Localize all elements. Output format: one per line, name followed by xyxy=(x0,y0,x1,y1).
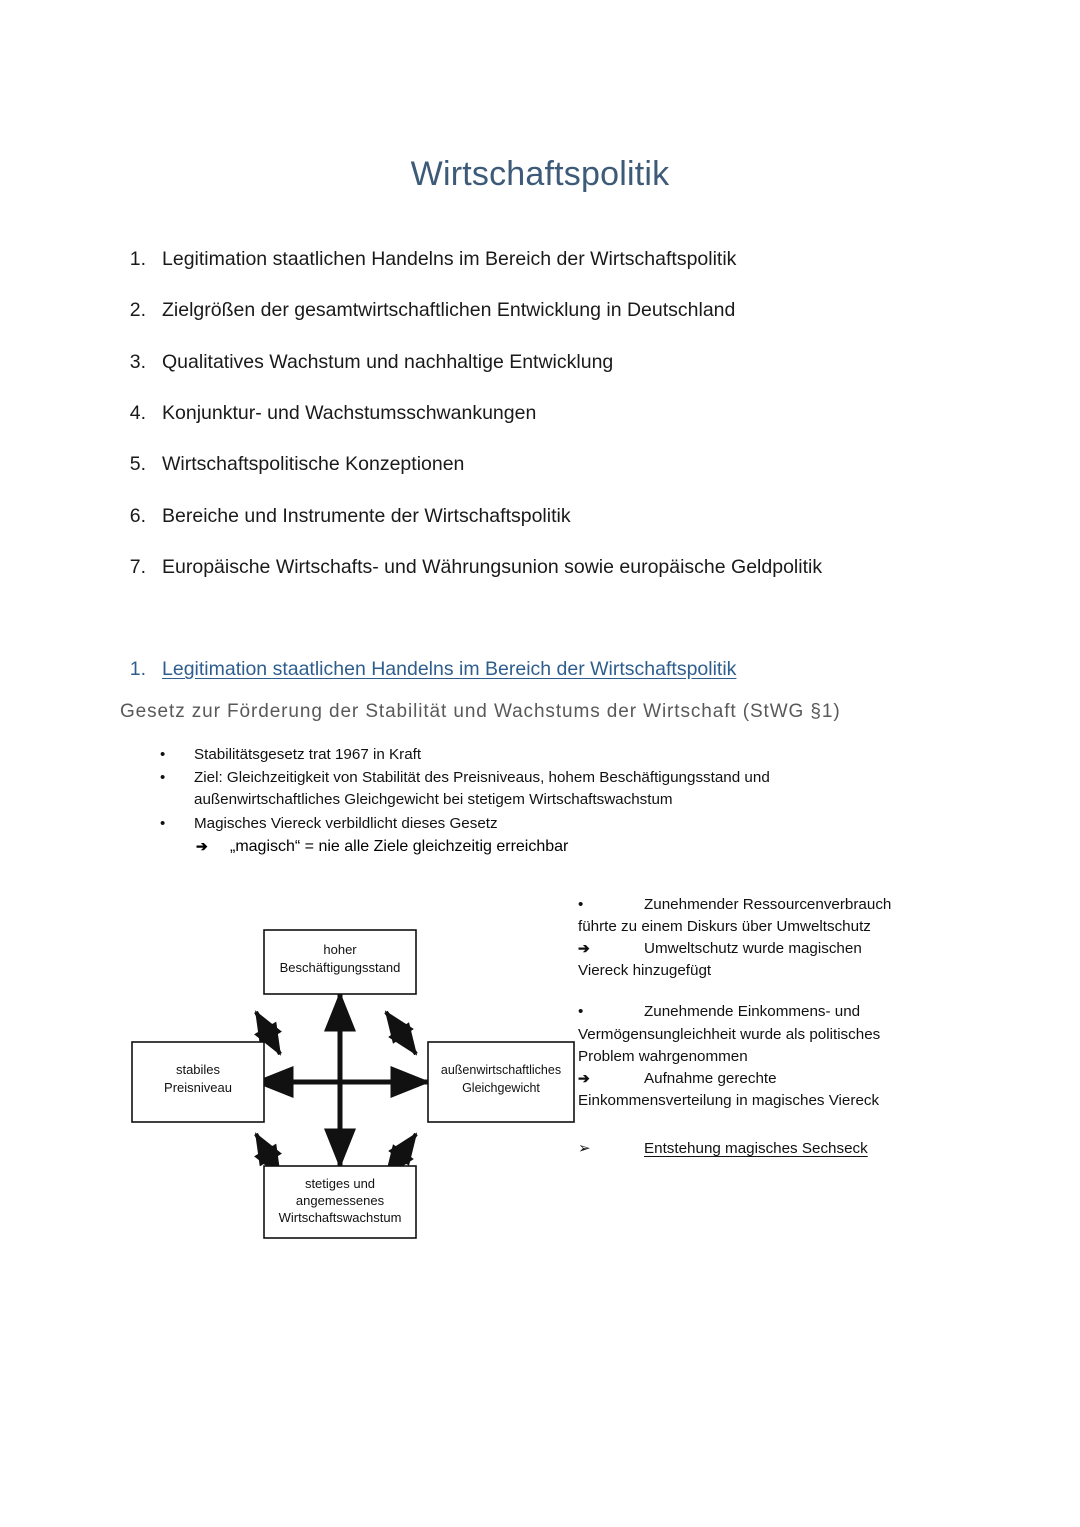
svg-text:hoher: hoher xyxy=(323,941,357,957)
list-item xyxy=(0,744,1080,766)
note-continuation: Einkommensverteilung in magisches Viereck xyxy=(578,1092,880,1110)
svg-text:Gleichgewicht: Gleichgewicht xyxy=(462,1080,540,1095)
arrow-icon: ➔ xyxy=(196,837,208,854)
arrow-icon: ➔ xyxy=(578,1069,590,1086)
list-item xyxy=(0,813,1080,835)
list-item-number: 5. xyxy=(129,453,146,476)
svg-text:Preisniveau: Preisniveau xyxy=(164,1079,232,1095)
svg-text:stetiges und: stetiges und xyxy=(304,1175,376,1191)
list-item xyxy=(0,503,1080,529)
note-block xyxy=(578,1001,978,1112)
note-text: Aufnahme gerechte xyxy=(644,1069,777,1087)
final-note-text: Entstehung magisches Sechseck xyxy=(644,1140,868,1158)
svg-text:stabiles: stabiles xyxy=(175,1061,221,1077)
magic-square-diagram xyxy=(128,894,598,1274)
bullet-text: Ziel: Gleichzeitigkeit von Stabilität des Preisniveaus, hohem Beschäftigungsstand und außenwirtschaftliches Gleichgewicht bei stetigem Wirtschaftswachstum xyxy=(194,769,770,809)
list-item xyxy=(0,246,1080,272)
page-title: Wirtschaftspolitik xyxy=(410,155,670,193)
list-item-label: Bereiche und Instrumente der Wirtschaftspolitik xyxy=(162,504,571,527)
list-item-number: 7. xyxy=(129,555,146,578)
note-line xyxy=(578,1001,978,1023)
list-item-label: Qualitatives Wachstum und nachhaltige Entwicklung xyxy=(162,350,614,373)
list-item-number: 6. xyxy=(129,504,146,527)
svg-text:angemessenes: angemessenes xyxy=(295,1192,385,1208)
section-bullet-list xyxy=(0,744,1080,835)
note-line xyxy=(578,894,978,916)
final-note xyxy=(578,1138,978,1160)
note-line xyxy=(578,938,978,960)
list-item xyxy=(0,451,1080,477)
list-item xyxy=(0,400,1080,426)
section-subheading: Gesetz zur Förderung der Stabilität und Wachstums der Wirtschaft (StWG §1) xyxy=(120,701,841,723)
triangle-bullet-icon: ➢ xyxy=(578,1140,591,1158)
list-item-label: Europäische Wirtschafts- und Währungsunion sowie europäische Geldpolitik xyxy=(162,555,823,578)
list-item-number: 4. xyxy=(129,401,146,424)
bullet-text: Magisches Viereck verbildlicht dieses Gesetz xyxy=(194,814,498,832)
note-continuation: Problem wahrgenommen xyxy=(578,1047,748,1065)
section-heading xyxy=(0,658,1080,681)
list-item-label: Wirtschaftspolitische Konzeptionen xyxy=(162,453,465,476)
bullet-icon: • xyxy=(160,745,166,763)
list-item xyxy=(0,554,1080,580)
list-item-number: 2. xyxy=(129,299,146,322)
list-item xyxy=(0,349,1080,375)
svg-text:außenwirtschaftliches: außenwirtschaftliches xyxy=(440,1062,562,1077)
note-line xyxy=(578,1068,978,1090)
list-item xyxy=(0,297,1080,323)
section-title: Legitimation staatlichen Handelns im Bereich der Wirtschaftspolitik xyxy=(162,658,737,681)
table-of-contents xyxy=(0,246,1080,580)
side-notes xyxy=(578,894,978,1161)
svg-text:Wirtschaftswachstum: Wirtschaftswachstum xyxy=(278,1209,402,1225)
lower-content-area xyxy=(0,884,1080,1304)
bullet-icon: • xyxy=(160,769,166,787)
sub-bullet-text: „magisch“ = nie alle Ziele gleichzeitig erreichbar xyxy=(230,837,569,855)
list-item-number: 1. xyxy=(129,248,146,270)
svg-text:Beschäftigungsstand: Beschäftigungsstand xyxy=(279,959,401,975)
note-text: Zunehmende Einkommens- und xyxy=(644,1003,861,1021)
note-continuation: Vermögensungleichheit wurde als politisches xyxy=(578,1025,881,1043)
bullet-icon: • xyxy=(578,895,584,913)
note-text: Umweltschutz wurde magischen xyxy=(644,940,862,958)
list-item xyxy=(0,767,1080,810)
note-continuation: führte zu einem Diskurs über Umweltschutz xyxy=(578,917,871,935)
sub-bullet-item xyxy=(0,838,1080,856)
bullet-icon: • xyxy=(578,1003,584,1021)
bullet-text: Stabilitätsgesetz trat 1967 in Kraft xyxy=(194,745,422,763)
list-item-number: 3. xyxy=(129,350,146,373)
list-item-label: Legitimation staatlichen Handelns im Bereich der Wirtschaftspolitik xyxy=(162,248,737,270)
arrow-icon: ➔ xyxy=(578,940,590,957)
section-number: 1. xyxy=(129,658,146,681)
list-item-label: Zielgrößen der gesamtwirtschaftlichen Entwicklung in Deutschland xyxy=(162,299,736,322)
note-text: Zunehmender Ressourcenverbrauch xyxy=(644,895,892,913)
note-block xyxy=(578,894,978,983)
note-continuation: Viereck hinzugefügt xyxy=(578,962,712,980)
bullet-icon: • xyxy=(160,814,166,832)
list-item-label: Konjunktur- und Wachstumsschwankungen xyxy=(162,401,537,424)
